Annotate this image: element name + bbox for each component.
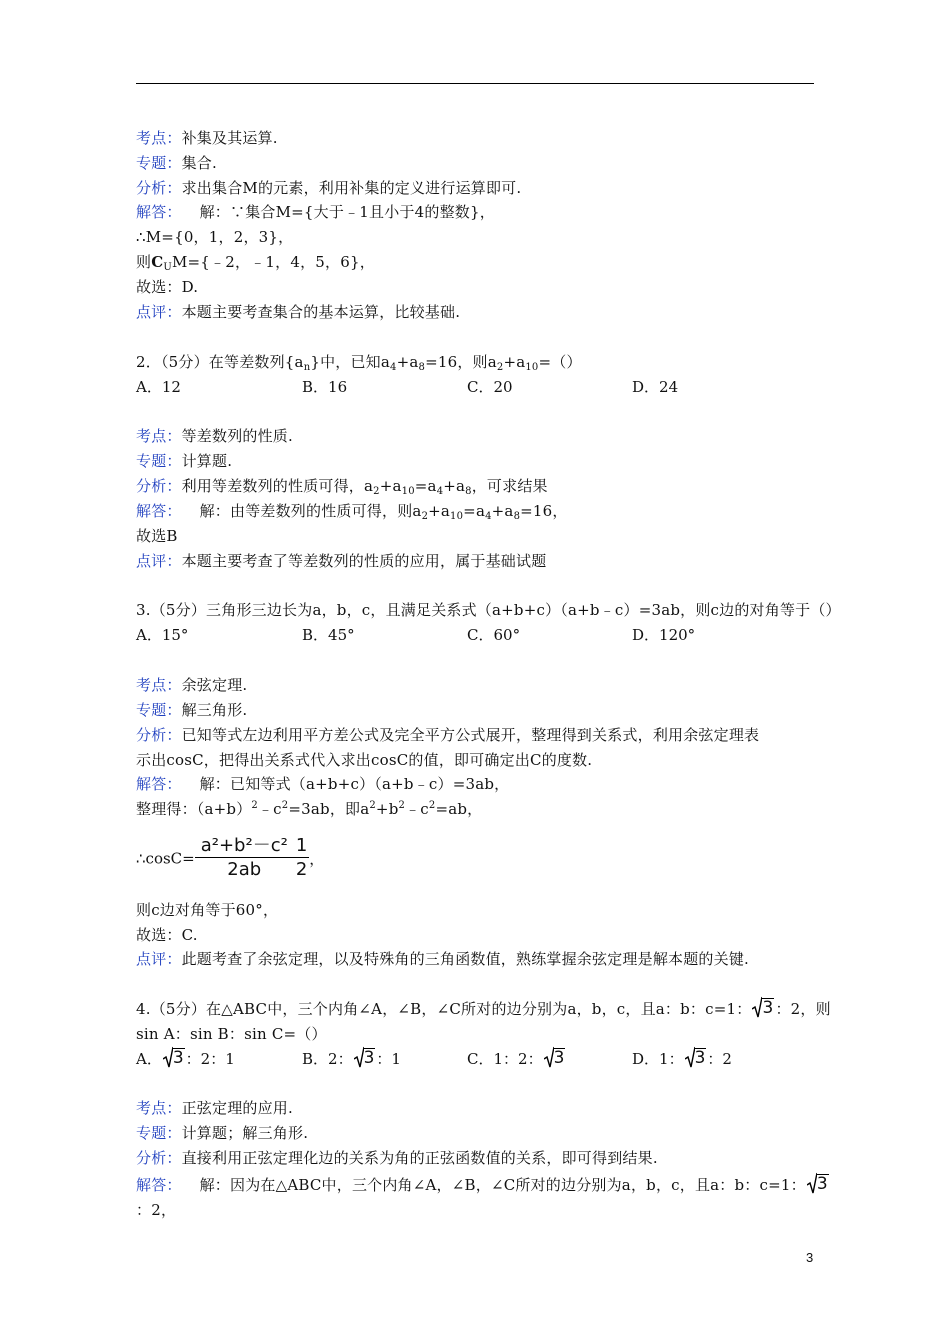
q4-option-a: A． 3 ：2：1 xyxy=(136,1048,235,1068)
q4-option-b: B．2： 3 ：1 xyxy=(302,1048,401,1068)
sqrt-3: 3 xyxy=(544,1046,566,1068)
q3-jieda: 解答： 解：已知等式（a+b+c）（a+b﹣c）=3ab， xyxy=(136,775,510,793)
q4-option-d: D．1： 3 ：2 xyxy=(632,1048,732,1068)
q1-dianping: 点评：本题主要考查集合的基本运算，比较基础. xyxy=(136,303,461,321)
q3-option-d: D．120° xyxy=(632,626,696,644)
q3-angle: 则c边对角等于60°， xyxy=(136,901,279,919)
q2-option-b: B．16 xyxy=(302,378,348,396)
q2-option-a: A．12 xyxy=(136,378,181,396)
header-rule xyxy=(136,83,814,84)
fraction-half: $\frac{1}{2}$ xyxy=(295,835,308,880)
q3-dianping: 点评：此题考查了余弦定理，以及特殊角的三角函数值，熟练掌握余弦定理是解本题的关键. xyxy=(136,950,749,968)
q2-zhuanti: 专题：计算题. xyxy=(136,452,233,470)
q1-zhuanti: 专题：集合. xyxy=(136,154,217,172)
q3-final: 故选：C. xyxy=(136,926,198,944)
q1-jieda: 解答： 解：∵集合M={大于﹣1且小于4的整数}， xyxy=(136,203,495,221)
q4-option-c: C．1：2： 3 xyxy=(467,1048,565,1068)
page-number: 3 xyxy=(806,1250,814,1265)
q2-stem: 2．（5分）在等差数列$\{a_n\}$中，已知$a_4+a_8=16$，则$a_2+a_{10}=()$ xyxy=(136,353,582,373)
q4-kaodian: 考点：正弦定理的应用. xyxy=(136,1099,293,1117)
q2-fenxi: 分析：利用等差数列的性质可得，$a_2+a_{10}=a_4+a_8$，可求结果 xyxy=(136,477,548,497)
q2-option-c: C．20 xyxy=(467,378,513,396)
q3-zhuanti: 专题：解三角形. xyxy=(136,701,248,719)
q1-line2: ∴M={0，1，2，3}， xyxy=(136,228,294,246)
q2-kaodian: 考点：等差数列的性质. xyxy=(136,427,293,445)
q4-jieda: 解答： 解：因为在△ABC中，三个内角∠A，∠B，∠C所对的边分别为a，b，c，且a：b：c=1： 3 xyxy=(136,1174,828,1194)
q3-option-a: A．15° xyxy=(136,626,189,644)
q3-option-c: C．60° xyxy=(467,626,521,644)
q4-stem-1: 4.（5分）在△ABC中，三个内角∠A，∠B，∠C所对的边分别为a，b，c，且a：b：c=1： 3 ：2，则 xyxy=(136,998,831,1018)
q3-stem: 3.（5分）三角形三边长为a，b，c，且满足关系式（a+b+c）（a+b﹣c）=3ab，则c边的对角等于（） xyxy=(136,601,841,619)
q1-line4: 故选：D. xyxy=(136,278,199,296)
q4-stem-2: sin A：sin B：sin C=（） xyxy=(136,1025,327,1043)
sqrt-3: 3 xyxy=(807,1172,829,1194)
q2-jieda: 解答： 解：由等差数列的性质可得，则$a_2+a_{10}=a_4+a_8=16$， xyxy=(136,502,568,522)
q2-final: 故选B xyxy=(136,527,178,545)
q4-zhuanti: 专题：计算题；解三角形. xyxy=(136,1124,309,1142)
q1-fenxi: 分析：求出集合M的元素，利用补集的定义进行运算即可. xyxy=(136,179,522,197)
q2-option-d: D．24 xyxy=(632,378,679,396)
q1-line3: 则$C_UM=\{﹣2$，﹣1，4，5，6}， xyxy=(136,253,375,273)
q1-kaodian: 考点：补集及其运算. xyxy=(136,129,278,147)
q3-option-b: B．45° xyxy=(302,626,355,644)
q2-dianping: 点评：本题主要考查了等差数列的性质的应用，属于基础试题 xyxy=(136,552,547,570)
sqrt-3: 3 xyxy=(354,1046,376,1068)
q3-cos-formula: ∴cosC= $\frac{\text{a²+b²－c²}}{2ab}$ $\frac{1}{2}$ ， xyxy=(136,835,325,880)
sqrt-3: 3 xyxy=(752,996,774,1018)
q3-kaodian: 考点：余弦定理. xyxy=(136,676,248,694)
sqrt-3: 3 xyxy=(685,1046,707,1068)
q3-fenxi-2: 示出cosC，把得出关系式代入求出cosC的值，即可确定出C的度数. xyxy=(136,751,593,769)
q3-fenxi-1: 分析：已知等式左边利用平方差公式及完全平方公式展开，整理得到关系式，利用余弦定理表 xyxy=(136,726,760,744)
q4-jieda-cont: ：2， xyxy=(136,1201,177,1219)
sqrt-3: 3 xyxy=(163,1046,185,1068)
q3-zhengli: 整理得：$(a+b)^2﹣c^2=3ab$，即$a^2+b^2﹣c^2=ab$， xyxy=(136,800,483,818)
fraction-cos: $\frac{\text{a²+b²－c²}}{2ab}$ xyxy=(195,835,294,882)
q4-fenxi: 分析：直接利用正弦定理化边的关系为角的正弦函数值的关系，即可得到结果. xyxy=(136,1149,658,1167)
